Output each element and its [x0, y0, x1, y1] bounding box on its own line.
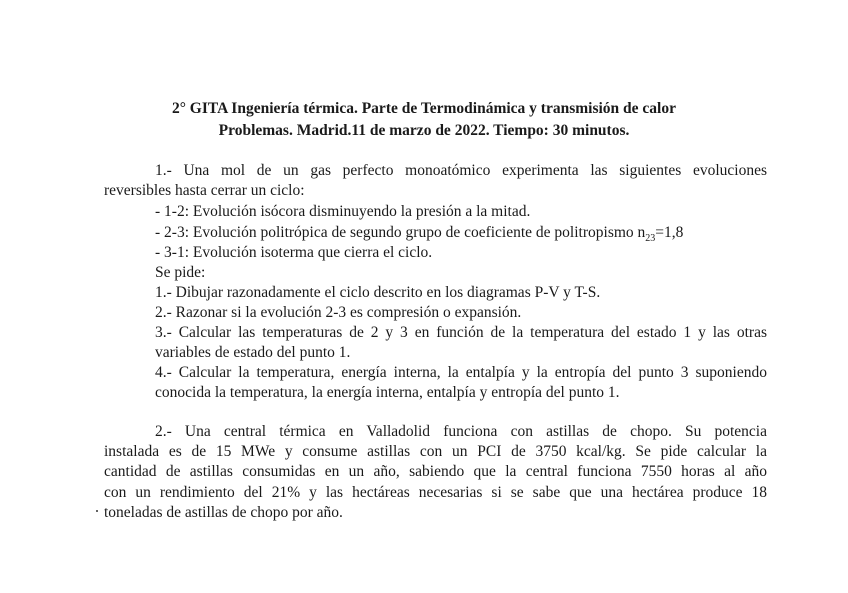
problem2-line3: cantidad de astillas consumidas en un año, sabiendo que la central funciona 7550 horas al año	[104, 463, 767, 480]
question-2: 2.- Razonar si la evolución 2-3 es compresión o expansión.	[155, 304, 522, 321]
evolution-3-1: - 3-1: Evolución isoterma que cierra el ciclo.	[155, 244, 433, 261]
poly-value: =1,8	[655, 224, 684, 241]
problem2-line5: toneladas de astillas de chopo por año.	[104, 504, 343, 521]
exam-title: 2° GITA Ingeniería térmica. Parte de Termodinámica y transmisión de calor	[171, 100, 676, 117]
problem1-intro-line2: reversibles hasta cerrar un ciclo:	[104, 182, 305, 199]
question-3-line1: 3.- Calcular las temperaturas de 2 y 3 en función de la temperatura del estado 1 y las otras	[155, 324, 767, 341]
poly-subscript: 23	[645, 233, 656, 245]
question-3-line2: variables de estado del punto 1.	[155, 344, 351, 361]
evolution-1-2: - 1-2: Evolución isócora disminuyendo la presión a la mitad.	[155, 203, 531, 220]
problem2-line2: instalada es de 15 MWe y consume astillas con un PCI de 3750 kcal/kg. Se pide calcular la	[104, 443, 767, 460]
question-4-line2: conocida la temperatura, la energía interna, entalpía y entropía del punto 1.	[155, 384, 620, 401]
problem2-line1: 2.- Una central térmica en Valladolid funciona con astillas de chopo. Su potencia	[155, 423, 767, 440]
question-1: 1.- Dibujar razonadamente el ciclo descrito en los diagramas P-V y T-S.	[155, 284, 601, 301]
question-4-line1: 4.- Calcular la temperatura, energía interna, la entalpía y la entropía del punto 3 suponiendo	[155, 364, 767, 381]
evolution-2-3-text: - 2-3: Evolución politrópica de segundo grupo de coeficiente de politropismo n	[155, 224, 646, 241]
problem2-line4: con un rendimiento del 21% y las hectáreas necesarias si se sabe que una hectárea produce 18	[104, 484, 767, 501]
scan-speck	[96, 510, 98, 512]
exam-subtitle: Problemas. Madrid.11 de marzo de 2022. Tiempo: 30 minutos.	[218, 122, 630, 139]
se-pide-label: Se pide:	[155, 264, 206, 281]
problem1-intro-line1: 1.- Una mol de un gas perfecto monoatómico experimenta las siguientes evoluciones	[155, 162, 767, 179]
evolution-2-3	[155, 224, 683, 244]
